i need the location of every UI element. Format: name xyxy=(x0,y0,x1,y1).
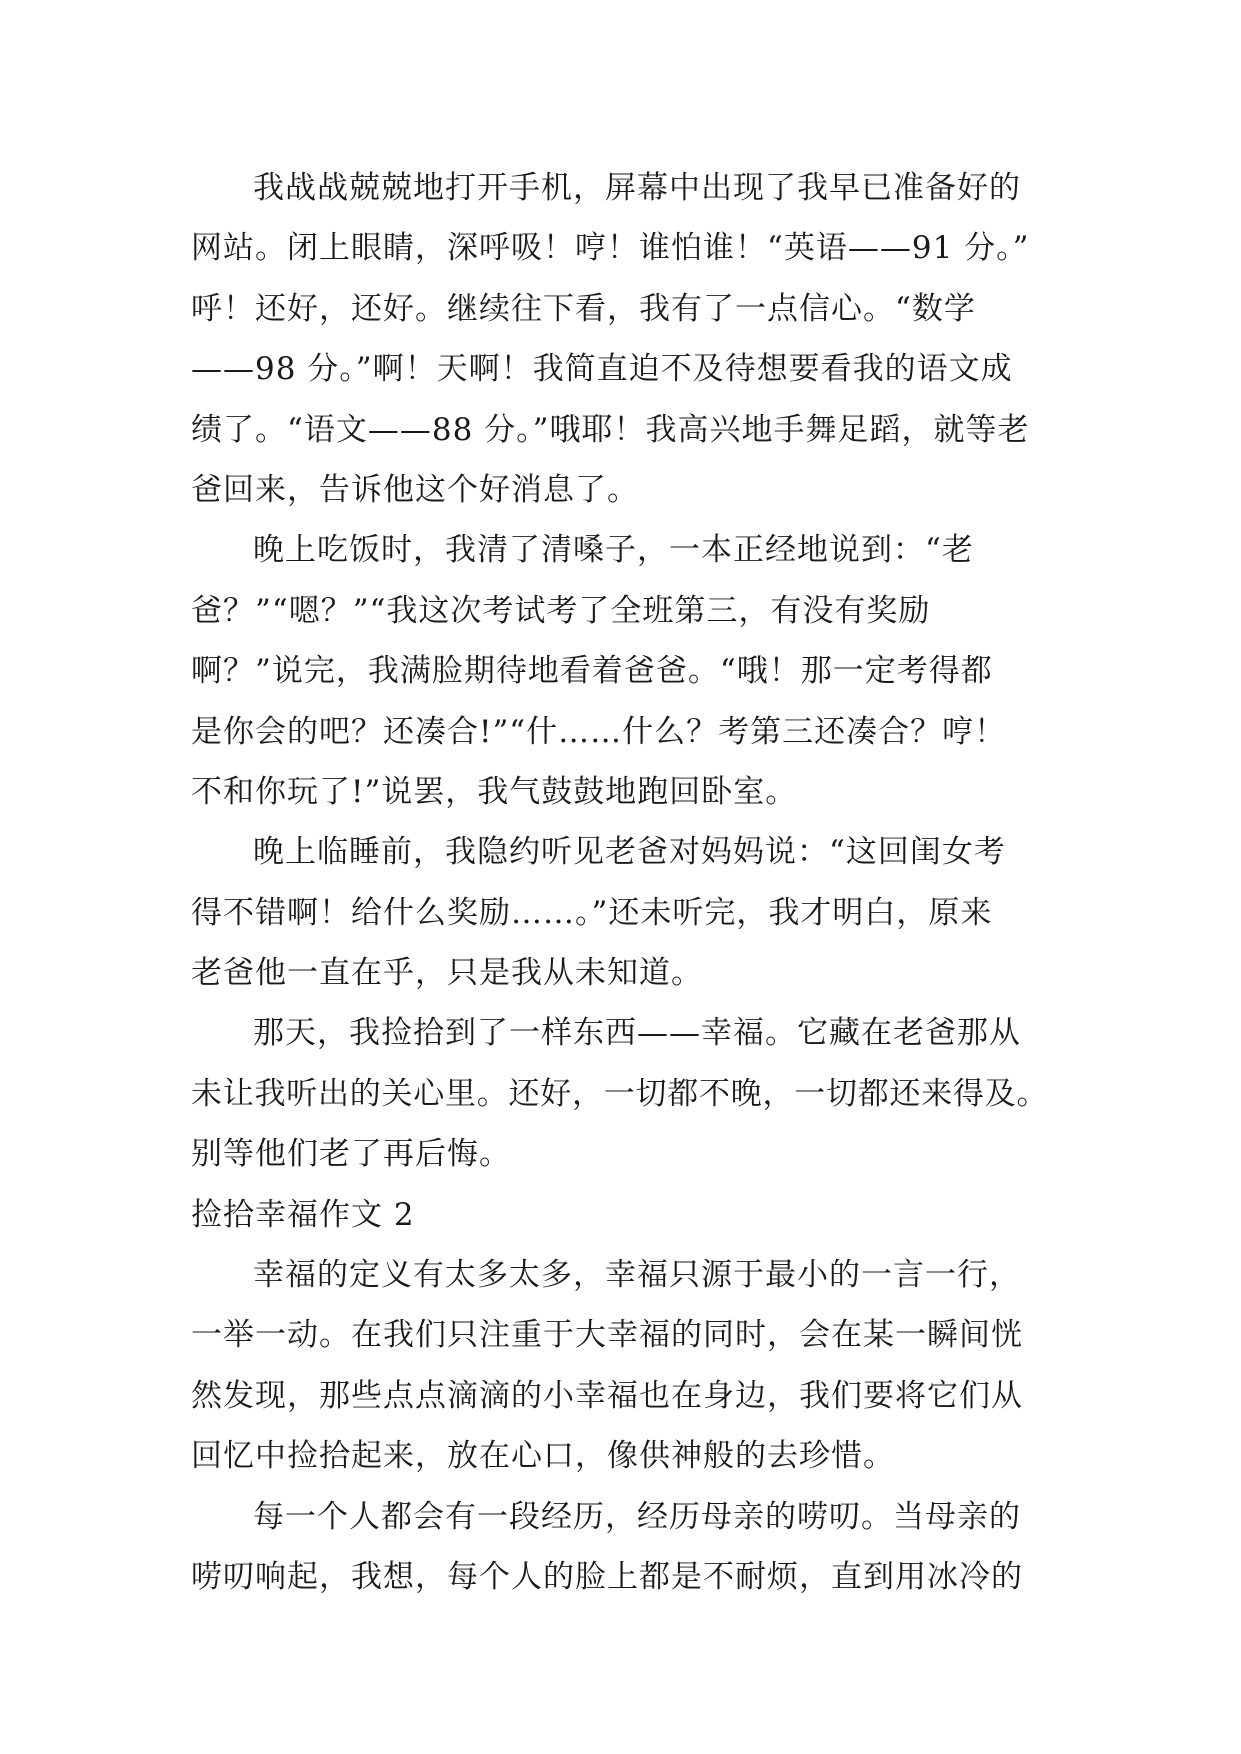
text-line: 那天，我捡拾到了一样东西——幸福。它藏在老爸那从 xyxy=(253,1015,1021,1052)
text-line: 唠叨响起，我想，每个人的脸上都是不耐烦，直到用冰冷的 xyxy=(191,1558,1023,1595)
text-line: 老爸他一直在乎，只是我从未知道。 xyxy=(191,955,703,992)
text-line: 啊？”说完，我满脸期待地看着爸爸。“哦！那一定考得都 xyxy=(191,653,993,690)
text-line: 别等他们老了再后悔。 xyxy=(191,1136,511,1173)
text-line: 幸福的定义有太多太多，幸福只源于最小的一言一行， xyxy=(253,1257,1021,1294)
text-line: 爸？”“嗯？”“我这次考试考了全班第三，有没有奖励 xyxy=(191,592,931,629)
text-line: 爸回来，告诉他这个好消息了。 xyxy=(191,471,639,508)
text-line: 我战战兢兢地打开手机，屏幕中出现了我早已准备好的 xyxy=(253,170,1021,206)
text-line: 晚上吃饭时，我清了清嗓子，一本正经地说到：“老 xyxy=(253,532,974,569)
text-line: 晚上临睡前，我隐约听见老爸对妈妈说：“这回闺女考 xyxy=(253,834,1006,871)
text-line: 绩了。“语文——88 分。”哦耶！我高兴地手舞足蹈，就等老 xyxy=(191,411,1030,448)
text-line: ——98 分。”啊！天啊！我简直迫不及待想要看我的语文成 xyxy=(191,351,1013,388)
text-line: 呼！还好，还好。继续往下看，我有了一点信心。“数学 xyxy=(191,290,976,327)
text-line: 是你会的吧？还凑合!”“什……什么？考第三还凑合？哼！ xyxy=(191,713,1007,750)
text-line: 然发现，那些点点滴滴的小幸福也在身边，我们要将它们从 xyxy=(191,1377,1023,1414)
document-body xyxy=(191,158,1051,1607)
text-line: 回忆中捡拾起来，放在心口，像供神般的去珍惜。 xyxy=(191,1438,895,1475)
text-line: 一举一动。在我们只注重于大幸福的同时，会在某一瞬间恍 xyxy=(191,1317,1023,1354)
text-line: 每一个人都会有一段经历，经历母亲的唠叨。当母亲的 xyxy=(253,1498,1021,1535)
text-line: 得不错啊！给什么奖励……。”还未听完，我才明白，原来 xyxy=(191,894,993,931)
text-line: 未让我听出的关心里。还好，一切都不晚，一切都还来得及。 xyxy=(191,1075,1049,1112)
section-heading: 捡拾幸福作文 2 xyxy=(191,1196,415,1233)
text-line: 网站。闭上眼睛，深呼吸！哼！谁怕谁！“英语——91 分。” xyxy=(191,230,1030,267)
text-line: 不和你玩了!”说罢，我气鼓鼓地跑回卧室。 xyxy=(191,773,798,810)
